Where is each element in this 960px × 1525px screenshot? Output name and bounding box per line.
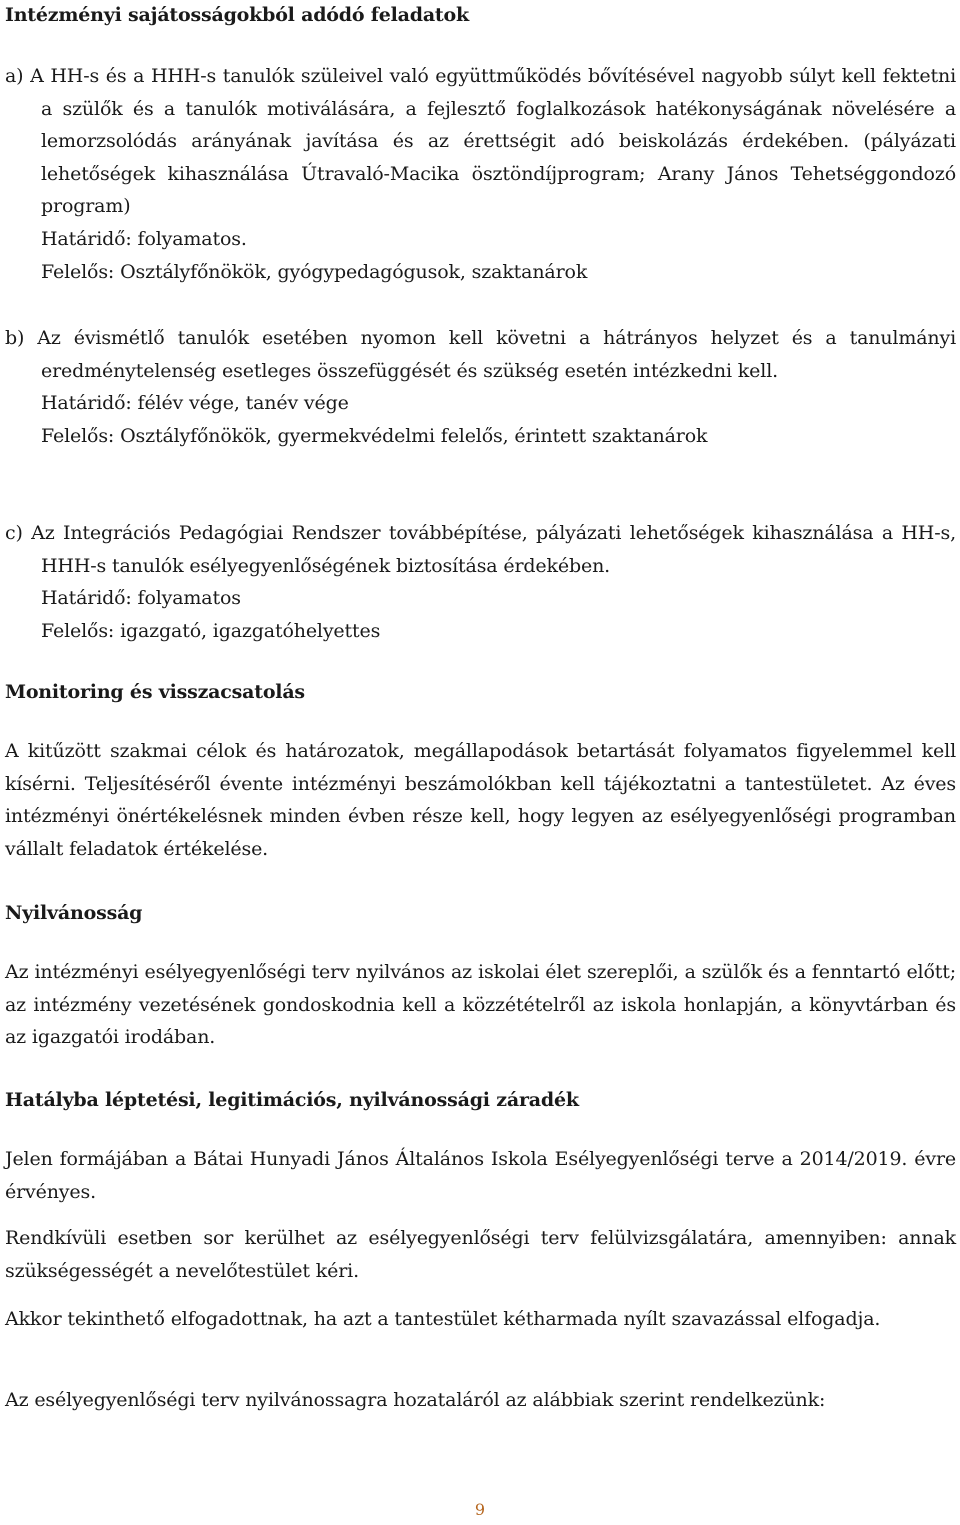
task-item-c: [5, 517, 956, 647]
task-deadline: Határidő: félév vége, tanév vége: [41, 392, 349, 415]
task-text: a) A HH-s és a HHH-s tanulók szüleivel való együttműködés bővítésével nagyobb súlyt kell fektetni a szülők és a tanulók motiválására, a fejlesztő foglalkozások hatékonyságának növelésére a lemorzsolódás arányának javítása és az érettségit adó beiskolázás érdekében. (pályázati lehetőségek kihasználása Útravaló-Macika ösztöndíjprogram; Arany János Tehetséggondozó program): [5, 65, 956, 218]
zaradek-paragraph-2: Rendkívüli esetben sor kerülhet az esélyegyenlőségi terv felülvizsgálatára, amennyiben: annak szükségességét a nevelőtestület kéri.: [5, 1227, 956, 1282]
task-responsible: Felelős: Osztályfőnökök, gyógypedagógusok, szaktanárok: [41, 260, 588, 283]
section-heading-monitoring: Monitoring és visszacsatolás: [5, 681, 305, 703]
task-responsible: Felelős: igazgató, igazgatóhelyettes: [41, 619, 381, 642]
monitoring-paragraph: A kitűzött szakmai célok és határozatok, megállapodások betartását folyamatos figyelemmel kell kísérni. Teljesítéséről évente intézményi beszámolókban kell tájékoztatni a tantestületet. Az éves intézményi önértékelésnek minden évben része kell, hogy legyen az esélyegyenlőségi programban vállalt feladatok értékelése.: [5, 740, 956, 860]
task-responsible: Felelős: Osztályfőnökök, gyermekvédelmi felelős, érintett szaktanárok: [41, 424, 708, 447]
task-text: b) Az évismétlő tanulók esetében nyomon kell követni a hátrányos helyzet és a tanulmányi eredménytelenség esetleges összefüggését és szükség esetén intézkedni kell.: [5, 327, 956, 382]
nyilvanossag-paragraph: Az intézményi esélyegyenlőségi terv nyilvános az iskolai élet szereplői, a szülők és a fenntartó előtt; az intézmény vezetésének gondoskodnia kell a közzétételről az iskola honlapján, a könyvtárban és az igazgatói irodában.: [5, 961, 956, 1049]
task-deadline: Határidő: folyamatos: [41, 587, 241, 610]
section-heading-zaradek: Hatályba léptetési, legitimációs, nyilvánossági záradék: [5, 1089, 579, 1111]
zaradek-paragraph-3: Akkor tekinthető elfogadottnak, ha azt a tantestület kétharmada nyílt szavazással elfogadja.: [5, 1308, 881, 1330]
task-item-a: [5, 60, 956, 288]
task-deadline: Határidő: folyamatos.: [41, 227, 247, 250]
page-number: 9: [474, 1500, 486, 1519]
task-text: c) Az Integrációs Pedagógiai Rendszer továbbépítése, pályázati lehetőségek kihasználása a HH-s, HHH-s tanulók esélyegyenlőségének biztosítása érdekében.: [5, 522, 956, 577]
section-heading-feladatok: Intézményi sajátosságokból adódó feladatok: [5, 4, 469, 26]
zaradek-paragraph-4: Az esélyegyenlőségi terv nyilvánossagra hozataláról az alábbiak szerint rendelkezünk:: [5, 1389, 826, 1411]
section-heading-nyilvanossag: Nyilvánosság: [5, 902, 143, 924]
task-item-b: [5, 322, 956, 452]
zaradek-paragraph-1: Jelen formájában a Bátai Hunyadi János Általános Iskola Esélyegyenlőségi terve a 2014/2019. évre érvényes.: [5, 1148, 956, 1203]
